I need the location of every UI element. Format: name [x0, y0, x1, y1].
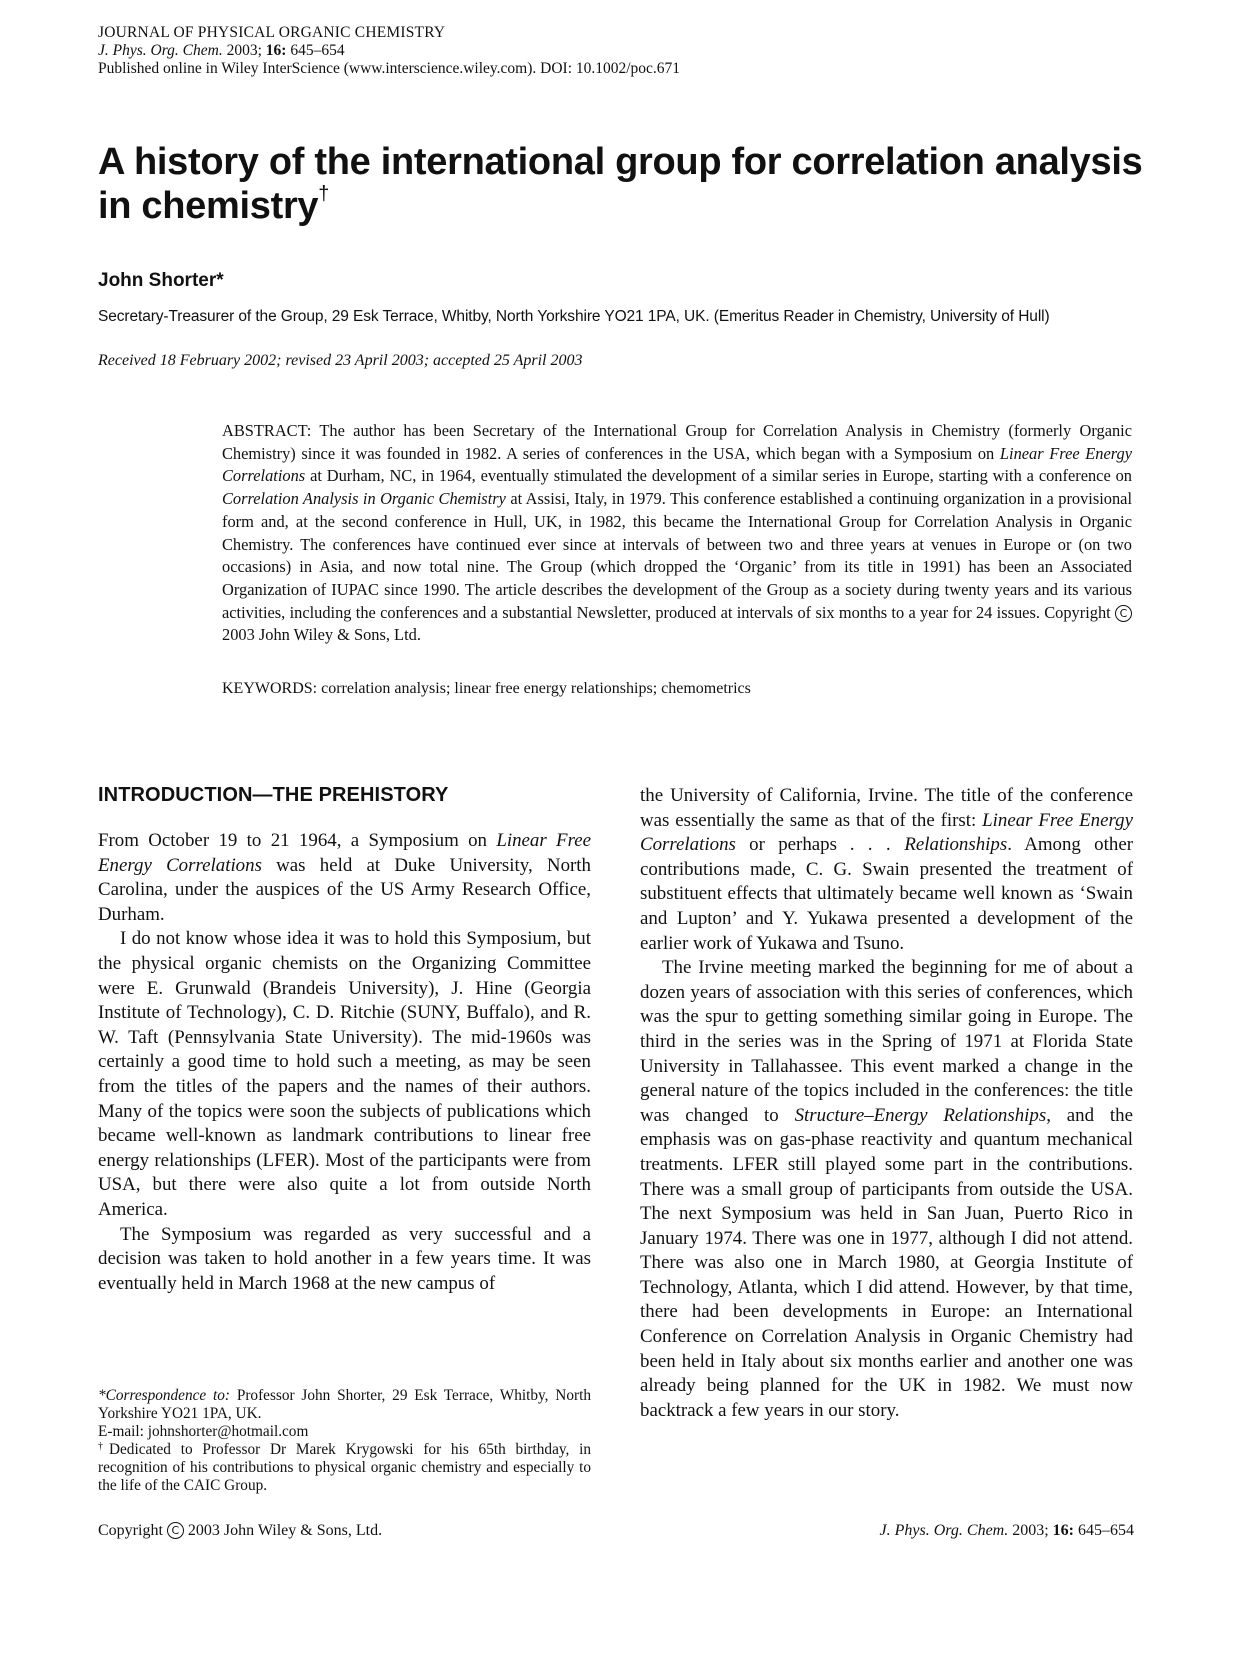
author-affiliation: Secretary-Treasurer of the Group, 29 Esk Terrace, Whitby, North Yorkshire YO21 1PA, UK. (Emeritus Reader in Chemistry, University of Hull) [98, 308, 1050, 325]
footer-journal-abbrev: J. Phys. Org. Chem. [879, 1522, 1009, 1539]
correspondence-note [98, 1387, 591, 1423]
paragraph-text: the University of California, Irvine. The title of the conference was essentially the same as that of the first: [640, 785, 1133, 831]
journal-name: JOURNAL OF PHYSICAL ORGANIC CHEMISTRY [98, 24, 446, 41]
section-heading: INTRODUCTION—THE PREHISTORY [98, 784, 449, 806]
footnotes [98, 1387, 591, 1495]
abstract-text: 2003 John Wiley & Sons, Ltd. [222, 625, 421, 645]
paragraph-text: From October 19 to 21 1964, a Symposium on [98, 830, 497, 851]
keywords: KEYWORDS: correlation analysis; linear free energy relationships; chemometrics [222, 680, 751, 697]
citation-pages: 645–654 [286, 42, 345, 59]
copyright-icon: C [1115, 605, 1132, 622]
author-name: John Shorter* [98, 270, 224, 291]
running-header [98, 24, 680, 78]
citation-volume: 16: [265, 42, 287, 59]
paragraph-text: , and the emphasis was on gas-phase reactivity and quantum mechanical treatments. LFER still played some part in the contributions. There was a small group of participants from outside the USA. The next Symposium was held in San Juan, Puerto Rico in January 1974. There was one in 1977, although I did not attend. There was also one in March 1980, at Georgia Institute of Technology, Atlanta, which I did attend. However, by that time, there had been developments in Europe: an International Conference on Correlation Analysis in Organic Chemistry had been held in Italy about six months earlier and another one was already being planned for the UK in 1982. We must now backtrack a few years in our story. [640, 1104, 1133, 1421]
abstract [222, 420, 1132, 647]
abstract-text: at Assisi, Italy, in 1979. This conference established a continuing organization in a provisional form and, at the second conference in Hull, UK, in 1982, this became the International Group for Correlation Analysis in Organic Chemistry. The conferences have continued ever since at intervals of between two and three years at venues in Europe or (on two occasions) in Asia, and now total nine. The Group (which dropped the ‘Organic’ from its title in 1991) has been an Associated Organization of IUPAC since 1990. The article describes the development of the Group as a society during twenty years and its various activities, including the conferences and a substantial Newsletter, produced at intervals of six months to a year for 24 issues. Copyright [222, 489, 1132, 622]
body-paragraph [640, 784, 1133, 956]
body-column-right [640, 784, 1133, 1423]
correspondence-label: *Correspondence to: [98, 1387, 230, 1404]
footer-copyright-text: 2003 John Wiley & Sons, Ltd. [183, 1522, 383, 1539]
abstract-text: The author has been Secretary of the International Group for Correlation Analysis in Chemistry (formerly Organic Chemistry) since it was founded in 1982. A series of conferences in the USA, which began with a Symposium on [222, 421, 1132, 463]
dedication-note [98, 1441, 591, 1495]
body-paragraph: The Symposium was regarded as very successful and a decision was taken to hold another in a few years time. It was eventually held in March 1968 at the new campus of [98, 1223, 591, 1294]
body-paragraph [98, 829, 591, 927]
footer-copyright-text: Copyright [98, 1522, 167, 1539]
paragraph-italic: Linear Free Energy Correlations [640, 809, 1133, 856]
paragraph-italic: Structure–Energy Relationships [794, 1104, 1047, 1126]
abstract-text: at Durham, NC, in 1964, eventually stimulated the development of a similar series in Europe, starting with a conference on [305, 466, 1132, 486]
paragraph-text: or perhaps [735, 834, 851, 856]
received-dates: Received 18 February 2002; revised 23 April 2003; accepted 25 April 2003 [98, 352, 583, 369]
footer-citation [880, 1522, 1135, 1540]
footer-copyright [98, 1522, 382, 1540]
body-column-left [98, 784, 591, 1296]
body-paragraph [640, 956, 1133, 1423]
article-title [98, 140, 1148, 228]
email-note: E-mail: johnshorter@hotmail.com [98, 1423, 309, 1440]
copyright-icon: C [167, 1522, 184, 1539]
abstract-italic-caoc: Correlation Analysis in Organic Chemistry [222, 489, 506, 509]
footer-pages: 645–654 [1074, 1522, 1134, 1539]
published-online-line: Published online in Wiley InterScience (www.interscience.wiley.com). DOI: 10.1002/poc.671 [98, 60, 681, 77]
article-title-text: A history of the international group for correlation analysis in chemistry [98, 141, 1143, 227]
paragraph-text: The Irvine meeting marked the beginning for me of about a dozen years of association with this series of conferences, which was the spur to getting something similar going in Europe. The third in the series was in the Spring of 1971 at Florida State University in Tallahassee. This event marked a change in the general nature of the topics included in the conferences: the title was changed to [640, 957, 1133, 1126]
paragraph-text: . Among other contributions made, C. G. Swain presented the treatment of substituent effects that ultimately became well known as ‘Swain and Lupton’ and Y. Yukawa presented a development of the earlier work of Yukawa and Tsuno. [640, 834, 1133, 954]
footer-year: 2003; [1008, 1522, 1053, 1539]
paragraph-italic: . . . Relationships [850, 834, 1008, 856]
journal-abbrev: J. Phys. Org. Chem. [98, 42, 223, 59]
dedication-mark: † [98, 1441, 109, 1452]
body-paragraph: I do not know whose idea it was to hold this Symposium, but the physical organic chemists on the Organizing Committee were E. Grunwald (Brandeis University), J. Hine (Georgia Institute of Technology), C. D. Ritchie (SUNY, Buffalo), and R. W. Taft (Pennsylvania State University). The mid-1960s was certainly a good time to hold such a meeting, as may be seen from the titles of the papers and the names of their authors. Many of the topics were soon the subjects of publications which became well-known as landmark contributions to linear free energy relationships (LFER). Most of the participants were from USA, but there were also quite a lot from outside North America. [98, 928, 591, 1220]
abstract-label: ABSTRACT: [222, 421, 312, 440]
abstract-italic-lfec: Linear Free Energy Correlations [222, 443, 1133, 486]
paragraph-italic: Linear Free Energy Correlations [98, 830, 592, 876]
citation-year: 2003; [222, 42, 266, 59]
title-footnote-mark: † [318, 183, 330, 205]
paragraph-text: was held at Duke University, North Carolina, under the auspices of the US Army Research Office, Durham. [98, 854, 592, 925]
dedication-text: Dedicated to Professor Dr Marek Krygowski for his 65th birthday, in recognition of his contributions to physical organic chemistry and especially to the life of the CAIC Group. [98, 1441, 592, 1494]
correspondence-text: Professor John Shorter, 29 Esk Terrace, Whitby, North Yorkshire YO21 1PA, UK. [98, 1387, 591, 1422]
journal-citation [98, 42, 680, 60]
footer-volume: 16: [1052, 1522, 1074, 1539]
